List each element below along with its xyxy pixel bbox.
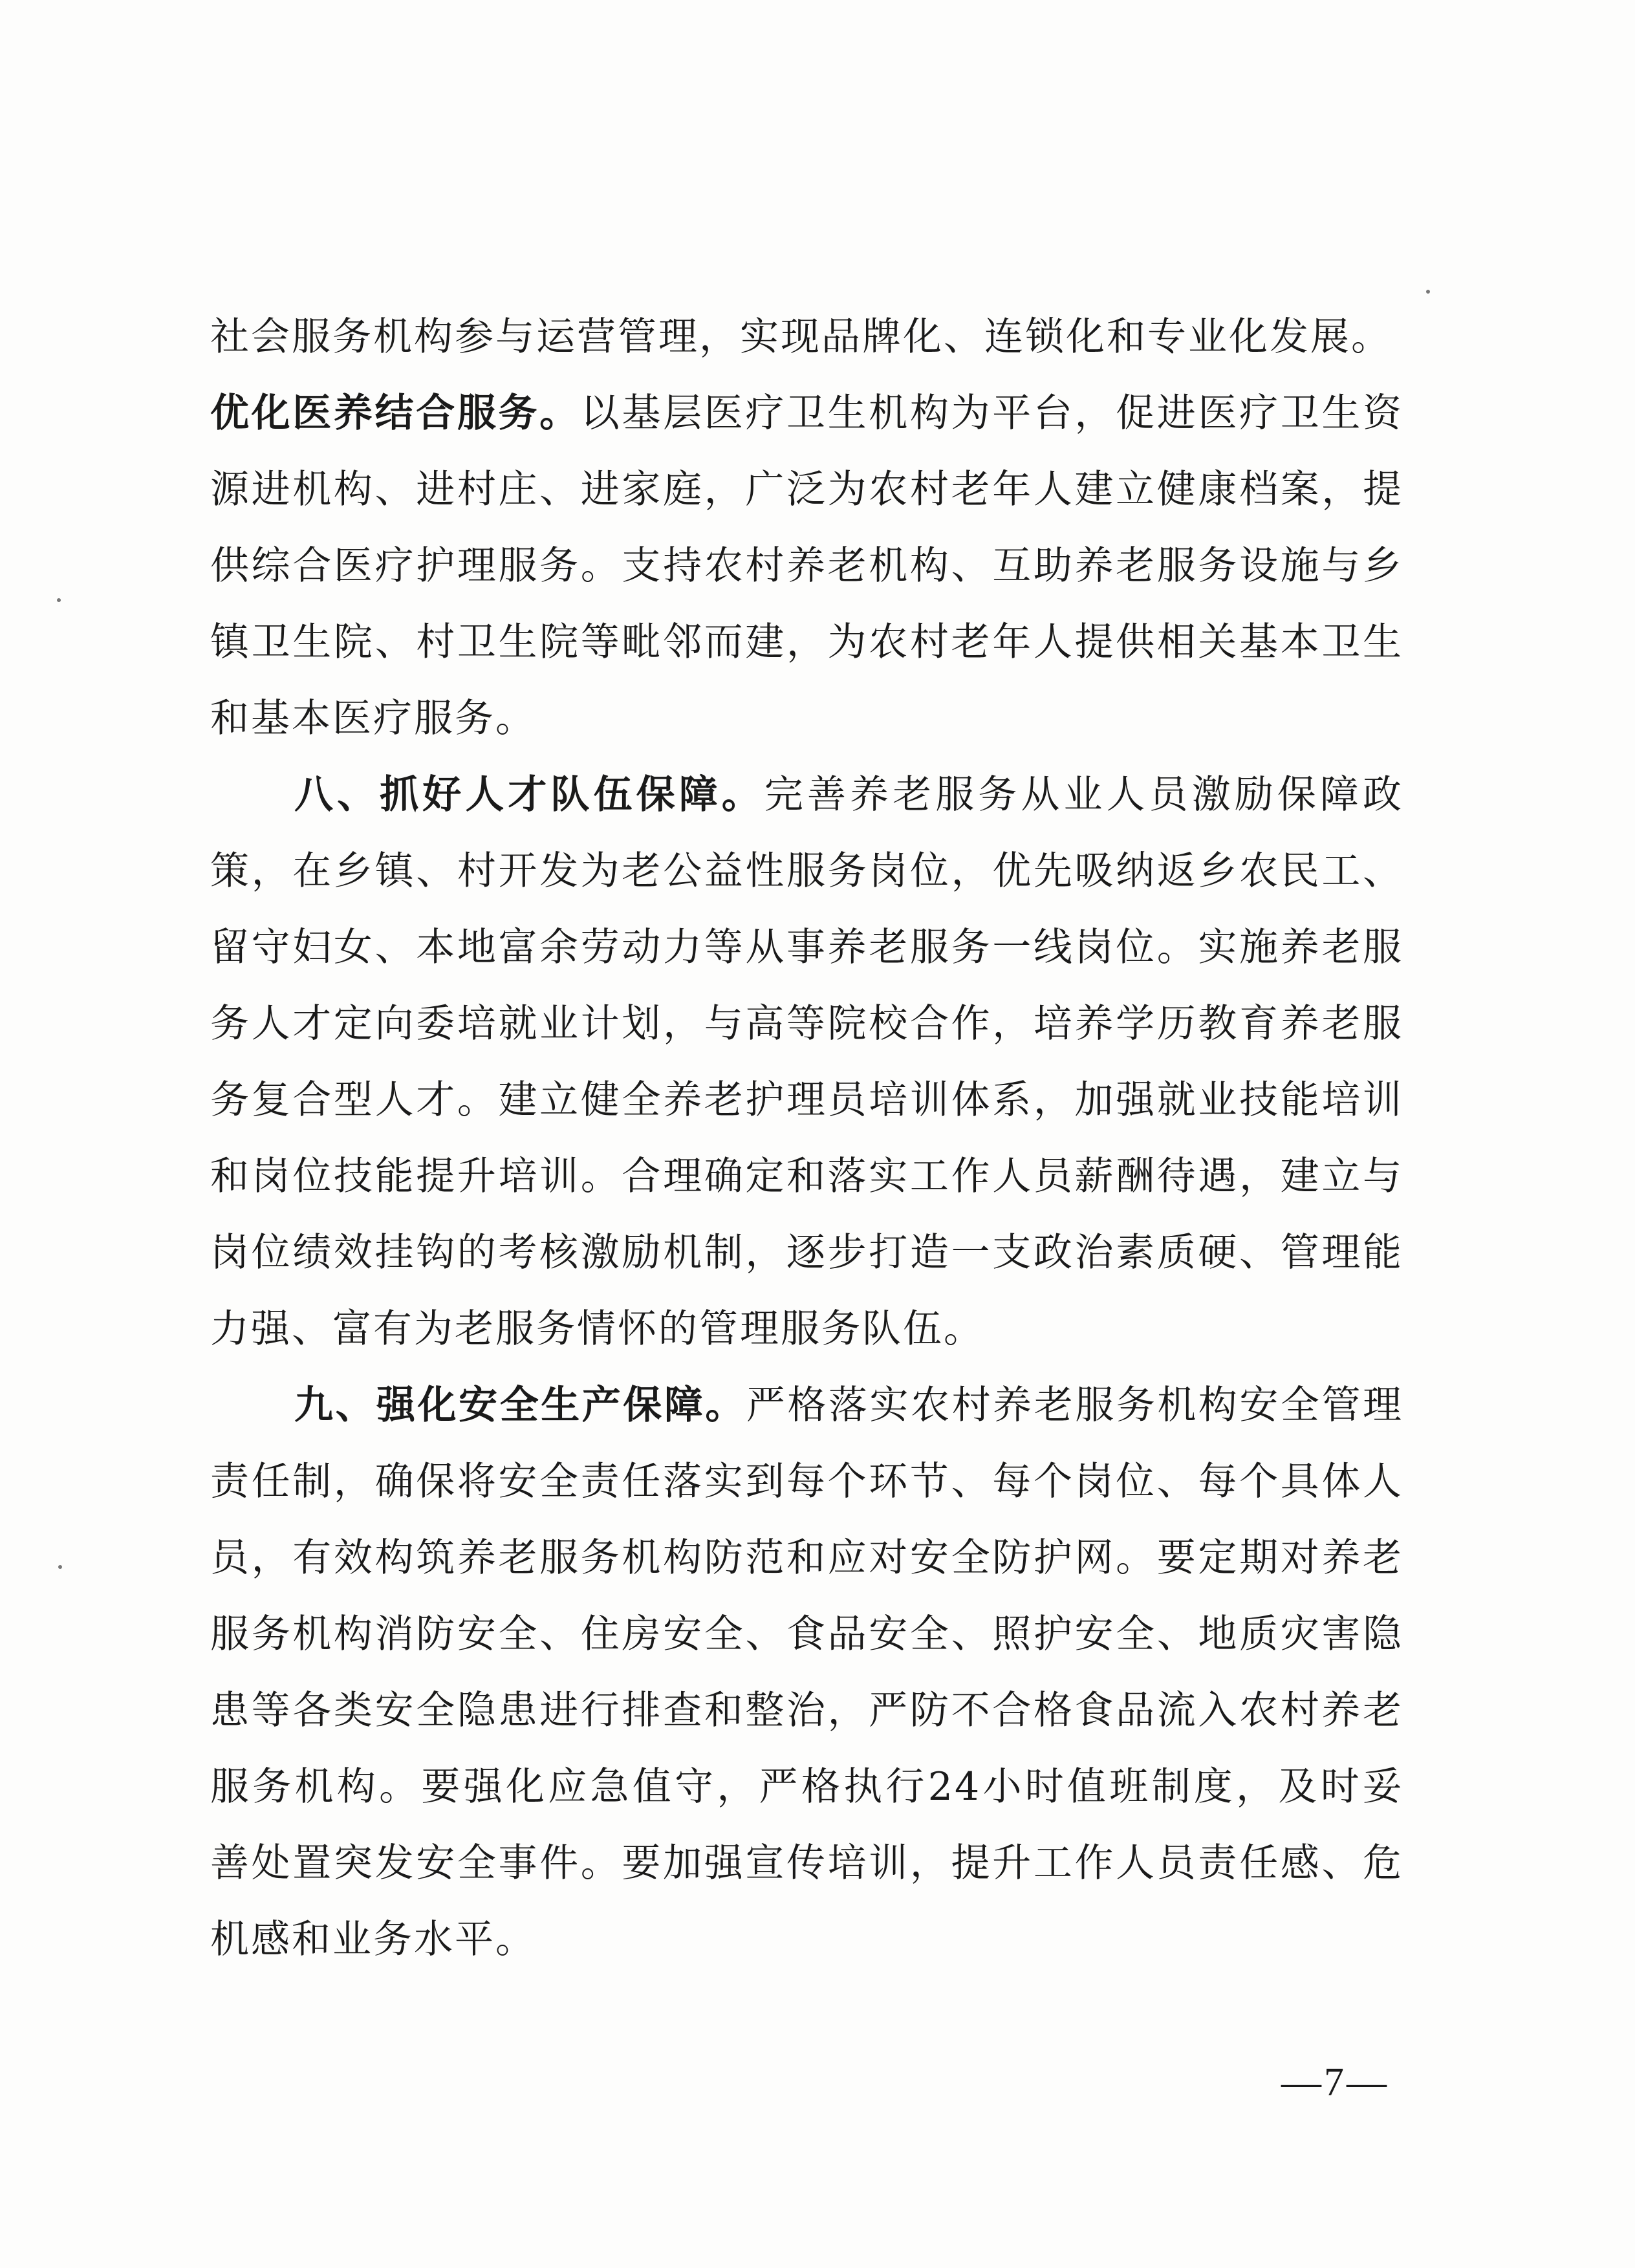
paragraph-medical-care [210,375,1403,757]
paragraph-text: 社会服务机构参与运营管理，实现品牌化、连锁化和专业化发展。 [210,314,1392,360]
page-number: —7— [1281,2060,1389,2104]
paragraph-heading: 优化医养结合服务。 [210,391,581,436]
paragraph-heading: 八、抓好人才队伍保障。 [294,772,764,817]
scan-speck [57,598,61,602]
paragraph-heading: 九、强化安全生产保障。 [294,1383,746,1428]
paragraph-section-9 [210,1367,1403,1978]
paragraph-text: 完善养老服务从业人员激励保障政策，在乡镇、村开发为老公益性服务岗位，优先吸纳返乡农民工、留守妇女、本地富余劳动力等从事养老服务一线岗位。实施养老服务人才定向委培就业计划，与高等院校合作，培养学历教育养老服务复合型人才。建立健全养老护理员培训体系，加强就业技能培训和岗位技能提升培训。合理确定和落实工作人员薪酬待遇，建立与岗位绩效挂钩的考核激励机制，逐步打造一支政治素质硬、管理能力强、富有为老服务情怀的管理服务队伍。 [210,772,1404,1352]
paragraph-text: 严格落实农村养老服务机构安全管理责任制，确保将安全责任落实到每个环节、每个岗位、每个具体人员，有效构筑养老服务机构防范和应对安全防护网。要定期对养老服务机构消防安全、住房安全、食品安全、照护安全、地质灾害隐患等各类安全隐患进行排查和整治，严防不合格食品流入农村养老服务机构。要强化应急值守，严格执行24小时值班制度，及时妥善处置突发安全事件。要加强宣传培训，提升工作人员责任感、危机感和业务水平。 [210,1383,1404,1962]
scan-speck [58,1565,62,1569]
paragraph-text: 以基层医疗卫生机构为平台，促进医疗卫生资源进机构、进村庄、进家庭，广泛为农村老年人建立健康档案，提供综合医疗护理服务。支持农村养老机构、互助养老服务设施与乡镇卫生院、村卫生院等毗邻而建，为农村老年人提供相关基本卫生和基本医疗服务。 [210,391,1404,741]
body-text [210,299,1403,1978]
scan-speck [1426,290,1430,294]
paragraph-section-8 [210,757,1403,1367]
paragraph-continuation [210,299,1403,375]
